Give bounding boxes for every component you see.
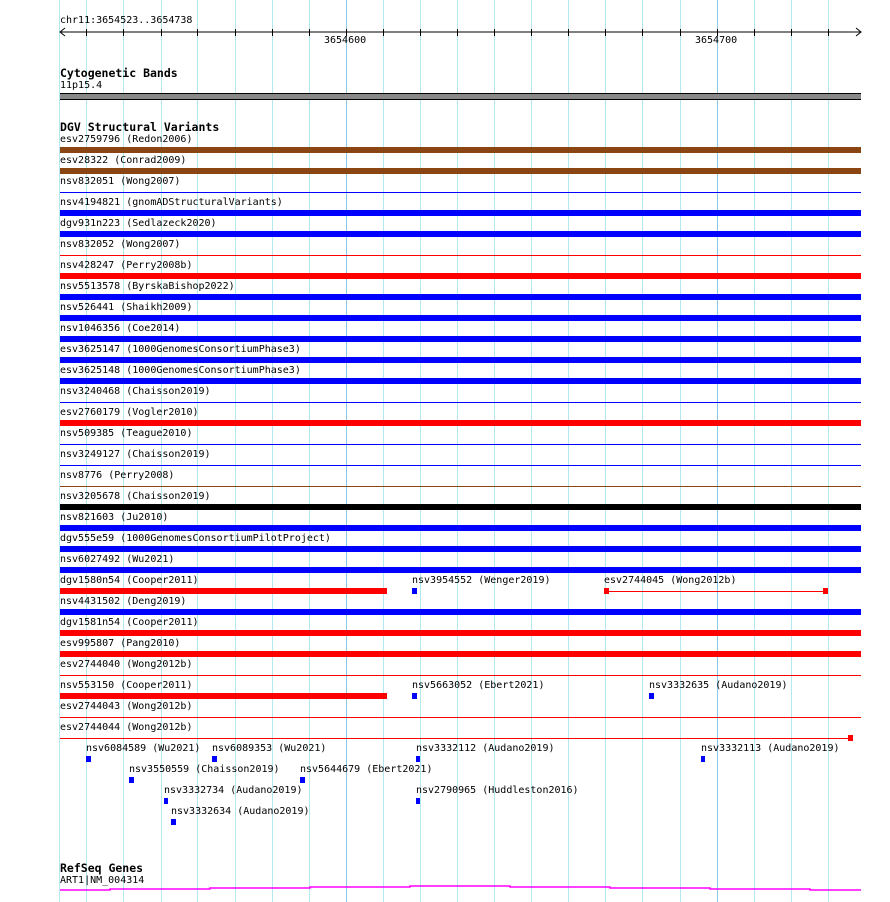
variant-id: dgv1580n54: [60, 575, 121, 586]
variant-label[interactable]: [416, 743, 555, 755]
grid-line: [791, 0, 792, 902]
variant-id: dgv555e59: [60, 533, 115, 544]
variant-bar[interactable]: [60, 567, 861, 573]
variant-label[interactable]: [60, 218, 217, 230]
variant-source: (Conrad2009): [114, 155, 187, 166]
position-label: chr11:3654523..3654738: [60, 15, 193, 26]
variant-bar[interactable]: [60, 294, 861, 300]
ruler-tick: [568, 29, 569, 36]
variant-id: esv2744043: [60, 701, 121, 712]
variant-id: nsv3332113: [701, 743, 762, 754]
variant-id: dgv931n223: [60, 218, 121, 229]
variant-id: nsv526441: [60, 302, 115, 313]
variant-source: (Coe2014): [126, 323, 181, 334]
ruler-tick: [754, 29, 755, 36]
grid-line: [642, 0, 643, 902]
variant-source: (Deng2019): [126, 596, 187, 607]
variant-label[interactable]: [60, 134, 192, 146]
cytoband-track-title[interactable]: Cytogenetic Bands: [60, 66, 178, 80]
variant-label[interactable]: [60, 491, 211, 503]
variant-label[interactable]: [60, 638, 180, 650]
variant-source: (Audano2019): [230, 785, 303, 796]
variant-bar[interactable]: [848, 735, 853, 741]
variant-bar[interactable]: [60, 588, 387, 594]
variant-source: (Sedlazeck2020): [126, 218, 217, 229]
variant-id: nsv1046356: [60, 323, 121, 334]
variant-bar[interactable]: [129, 777, 134, 783]
ruler-tick: [309, 29, 310, 36]
variant-source: (Audano2019): [237, 806, 310, 817]
variant-bar[interactable]: [60, 675, 861, 676]
variant-source: (Pang2010): [120, 638, 181, 649]
variant-id: nsv832052: [60, 239, 115, 250]
variant-bar[interactable]: [60, 315, 861, 321]
refseq-gene-label[interactable]: ART1|NM_004314: [60, 875, 145, 886]
variant-bar[interactable]: [60, 444, 861, 445]
variant-label[interactable]: [60, 407, 199, 419]
variant-source: (Wong2007): [120, 176, 181, 187]
variant-bar[interactable]: [171, 819, 176, 825]
variant-id: nsv6027492: [60, 554, 121, 565]
variant-bar[interactable]: [60, 210, 861, 216]
variant-bar[interactable]: [212, 756, 217, 762]
variant-label[interactable]: [60, 575, 199, 587]
variant-bar[interactable]: [86, 756, 91, 762]
ruler-tick: [272, 29, 273, 36]
variant-bar[interactable]: [412, 588, 417, 594]
variant-label[interactable]: [86, 743, 200, 755]
variant-id: nsv3332634: [171, 806, 232, 817]
variant-label[interactable]: [171, 806, 310, 818]
variant-label[interactable]: [60, 302, 192, 314]
variant-bar[interactable]: [60, 420, 861, 426]
variant-label[interactable]: [60, 155, 186, 167]
variant-bar[interactable]: [60, 486, 861, 487]
variant-label[interactable]: [212, 743, 326, 755]
variant-label[interactable]: [60, 533, 331, 545]
variant-id: esv2744044: [60, 722, 121, 733]
variant-label[interactable]: [60, 176, 180, 188]
variant-bar[interactable]: [60, 336, 861, 342]
variant-source: (Audano2019): [767, 743, 840, 754]
variant-bar[interactable]: [60, 738, 853, 739]
variant-id: nsv2790965: [416, 785, 477, 796]
variant-source: (Ju2010): [120, 512, 169, 523]
grid-line: [568, 0, 569, 902]
cytoband-bar[interactable]: [60, 93, 861, 100]
variant-source: (1000GenomesConsortiumPhase3): [126, 365, 301, 376]
variant-bar[interactable]: [412, 693, 417, 699]
grid-line: [680, 0, 681, 902]
ruler-tick: [531, 29, 532, 36]
variant-source: (Chaisson2019): [126, 386, 211, 397]
variant-bar[interactable]: [60, 273, 861, 279]
variant-id: nsv832051: [60, 176, 115, 187]
variant-id: dgv1581n54: [60, 617, 121, 628]
tick-label-3654700: 3654700: [695, 35, 738, 46]
variant-bar[interactable]: [60, 693, 387, 699]
ruler-axis: [56, 26, 866, 38]
variant-bar[interactable]: [604, 588, 609, 594]
variant-bar[interactable]: [604, 591, 828, 592]
variant-id: nsv3240468: [60, 386, 121, 397]
variant-label[interactable]: [60, 281, 235, 293]
variant-source: (Chaisson2019): [126, 491, 211, 502]
grid-line: [717, 0, 718, 902]
variant-source: (1000GenomesConsortiumPhase3): [126, 344, 301, 355]
variant-source: (Wong2012b): [126, 722, 193, 733]
variant-source: (Wong2012b): [670, 575, 737, 586]
variant-label[interactable]: [416, 785, 579, 797]
variant-label[interactable]: [60, 512, 168, 524]
variant-bar[interactable]: [60, 525, 861, 531]
variant-label[interactable]: [60, 617, 199, 629]
variant-label[interactable]: [60, 722, 192, 734]
variant-source: (gnomADStructuralVariants): [126, 197, 283, 208]
variant-label[interactable]: [60, 239, 180, 251]
variant-id: nsv3332112: [416, 743, 477, 754]
variant-source: (Cooper2011): [126, 617, 199, 628]
variant-id: nsv3954552: [412, 575, 473, 586]
variant-bar[interactable]: [60, 630, 861, 636]
variant-label[interactable]: [60, 470, 174, 482]
variant-label[interactable]: [60, 344, 301, 356]
variant-id: esv2759796: [60, 134, 121, 145]
grid-line: [457, 0, 458, 902]
variant-source: (Vogler2010): [126, 407, 199, 418]
variant-id: nsv6084589: [86, 743, 147, 754]
grid-line: [828, 0, 829, 902]
variant-source: (Wenger2019): [478, 575, 551, 586]
variant-id: nsv4194821: [60, 197, 121, 208]
variant-id: nsv4431502: [60, 596, 121, 607]
ruler-tick: [828, 29, 829, 36]
variant-id: esv2744040: [60, 659, 121, 670]
variant-label[interactable]: [300, 764, 432, 776]
variant-id: nsv3332734: [164, 785, 225, 796]
variant-label[interactable]: [60, 197, 283, 209]
variant-bar[interactable]: [416, 798, 420, 804]
variant-bar[interactable]: [164, 798, 168, 804]
variant-id: nsv6089353: [212, 743, 273, 754]
variant-bar[interactable]: [60, 357, 861, 363]
variant-id: esv3625148: [60, 365, 121, 376]
variant-label[interactable]: [60, 596, 186, 608]
variant-id: esv2760179: [60, 407, 121, 418]
variant-id: esv3625147: [60, 344, 121, 355]
ruler-tick: [791, 29, 792, 36]
variant-source: (ByrskaBishop2022): [126, 281, 235, 292]
variant-bar[interactable]: [701, 756, 705, 762]
variant-bar[interactable]: [60, 465, 861, 466]
variant-source: (Perry2008): [108, 470, 175, 481]
variant-id: nsv8776: [60, 470, 103, 481]
refseq-gene-line[interactable]: [0, 884, 890, 894]
variant-label[interactable]: [60, 680, 192, 692]
grid-line: [605, 0, 606, 902]
grid-line: [754, 0, 755, 902]
variant-bar[interactable]: [60, 546, 861, 552]
ruler-tick: [235, 29, 236, 36]
variant-label[interactable]: [60, 260, 192, 272]
variant-source: (Redon2006): [126, 134, 193, 145]
variant-label[interactable]: [60, 365, 301, 377]
variant-id: esv28322: [60, 155, 109, 166]
variant-id: nsv5513578: [60, 281, 121, 292]
variant-bar[interactable]: [300, 777, 305, 783]
ruler-tick: [642, 29, 643, 36]
variant-label[interactable]: [60, 701, 192, 713]
tick-label-3654600: 3654600: [324, 35, 367, 46]
variant-label[interactable]: [412, 575, 551, 587]
variant-source: (Wu2021): [126, 554, 175, 565]
variant-source: (Teague2010): [120, 428, 193, 439]
ruler-tick: [383, 29, 384, 36]
variant-label[interactable]: [60, 428, 192, 440]
variant-source: (Audano2019): [715, 680, 788, 691]
ruler-tick: [494, 29, 495, 36]
variant-id: nsv5644679: [300, 764, 361, 775]
cytoband-label: 11p15.4: [60, 80, 103, 91]
refseq-track-title[interactable]: RefSeq Genes: [60, 861, 144, 875]
ruler-tick: [161, 29, 162, 36]
ruler-tick: [680, 29, 681, 36]
variant-id: nsv509385: [60, 428, 115, 439]
variant-bar[interactable]: [649, 693, 654, 699]
variant-source: (Wong2007): [120, 239, 181, 250]
variant-id: nsv3550559: [129, 764, 190, 775]
variant-bar[interactable]: [60, 717, 861, 718]
variant-source: (Huddleston2016): [482, 785, 579, 796]
variant-label[interactable]: [60, 323, 180, 335]
variant-source: (Chaisson2019): [195, 764, 280, 775]
variant-source: (Wong2012b): [126, 659, 193, 670]
ruler-tick: [605, 29, 606, 36]
variant-label[interactable]: [604, 575, 736, 587]
variant-bar[interactable]: [60, 504, 861, 510]
variant-source: (Audano2019): [482, 743, 555, 754]
ruler-tick: [86, 29, 87, 36]
variant-source: (Wu2021): [152, 743, 201, 754]
variant-source: (Wu2021): [278, 743, 327, 754]
dgv-track-title[interactable]: DGV Structural Variants: [60, 120, 220, 134]
variant-source: (Ebert2021): [478, 680, 545, 691]
grid-line: [494, 0, 495, 902]
variant-label[interactable]: [129, 764, 280, 776]
variant-bar[interactable]: [60, 147, 861, 153]
variant-source: (Chaisson2019): [126, 449, 211, 460]
variant-source: (1000GenomesConsortiumPilotProject): [120, 533, 331, 544]
ruler-tick: [420, 29, 421, 36]
variant-label[interactable]: [701, 743, 840, 755]
ruler-tick: [123, 29, 124, 36]
variant-bar[interactable]: [60, 231, 861, 237]
variant-label[interactable]: [164, 785, 303, 797]
variant-bar[interactable]: [823, 588, 828, 594]
variant-source: (Perry2008b): [120, 260, 193, 271]
variant-label[interactable]: [649, 680, 788, 692]
variant-bar[interactable]: [60, 192, 861, 193]
variant-id: nsv3205678: [60, 491, 121, 502]
variant-source: (Wong2012b): [126, 701, 193, 712]
variant-label[interactable]: [412, 680, 544, 692]
ruler-tick: [457, 29, 458, 36]
variant-label[interactable]: [60, 659, 192, 671]
variant-id: nsv553150: [60, 680, 115, 691]
variant-source: (Cooper2011): [126, 575, 199, 586]
variant-bar[interactable]: [60, 402, 861, 403]
variant-id: nsv3332635: [649, 680, 710, 691]
variant-id: nsv5663052: [412, 680, 473, 691]
variant-source: (Cooper2011): [120, 680, 193, 691]
variant-source: (Shaikh2009): [120, 302, 193, 313]
variant-label[interactable]: [60, 554, 174, 566]
ruler-tick: [197, 29, 198, 36]
variant-bar[interactable]: [60, 378, 861, 384]
variant-bar[interactable]: [60, 168, 861, 174]
variant-bar[interactable]: [60, 651, 861, 657]
variant-bar[interactable]: [416, 756, 420, 762]
variant-id: nsv428247: [60, 260, 115, 271]
variant-id: nsv3249127: [60, 449, 121, 460]
variant-id: esv995807: [60, 638, 115, 649]
variant-bar[interactable]: [60, 609, 861, 615]
variant-label[interactable]: [60, 449, 211, 461]
grid-line: [531, 0, 532, 902]
variant-id: nsv821603: [60, 512, 115, 523]
variant-bar[interactable]: [60, 255, 861, 256]
variant-id: esv2744045: [604, 575, 665, 586]
variant-source: (Ebert2021): [366, 764, 433, 775]
variant-label[interactable]: [60, 386, 211, 398]
